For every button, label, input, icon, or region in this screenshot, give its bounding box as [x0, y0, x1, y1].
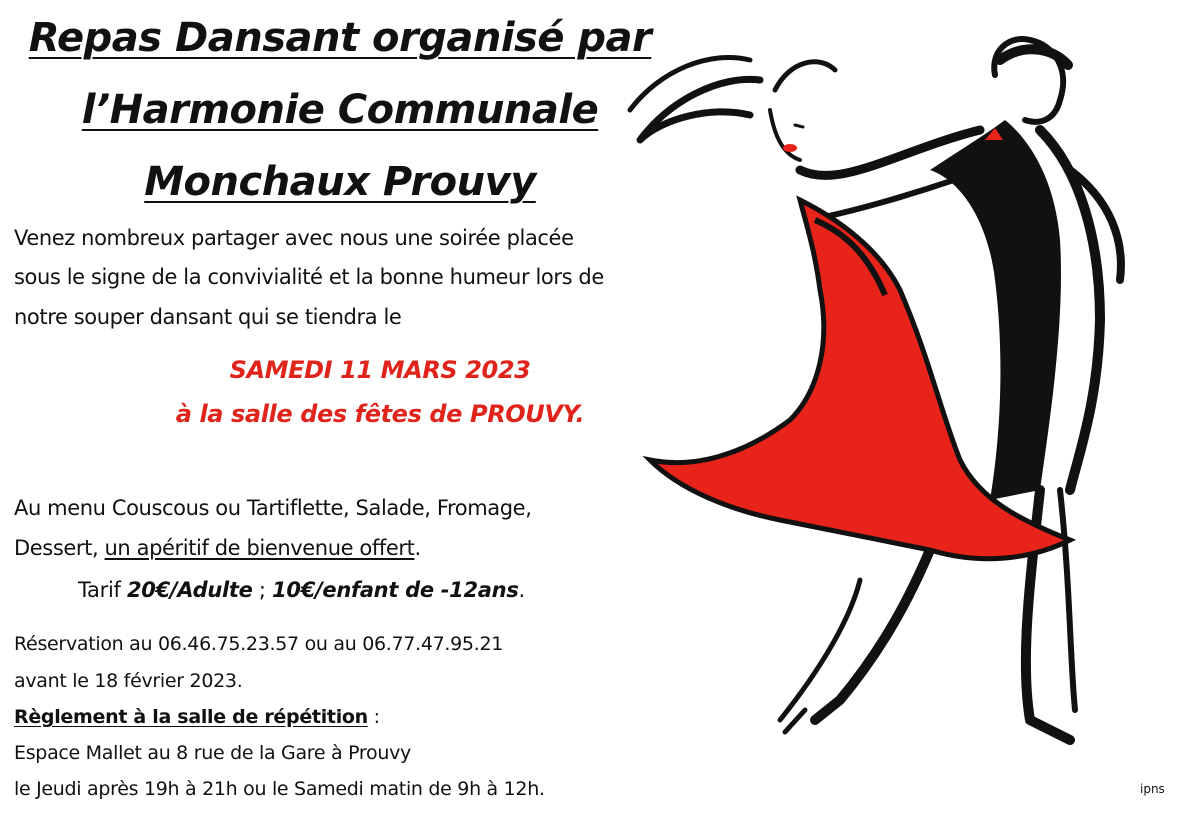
- tarif-separator: ;: [252, 578, 273, 602]
- tarif-label: Tarif: [78, 578, 127, 602]
- title-line-1: Repas Dansant organisé par: [28, 15, 652, 61]
- reglement-label: Règlement à la salle de répétition: [14, 706, 368, 728]
- ipns-mark: ipns: [1140, 782, 1165, 796]
- menu-aperitif: un apéritif de bienvenue offert: [104, 536, 415, 560]
- menu-end: .: [414, 536, 421, 560]
- tarif-line: [78, 578, 525, 602]
- tarif-end: .: [518, 578, 525, 602]
- menu-dessert: Dessert,: [14, 536, 105, 560]
- reservation-phones: Réservation au 06.46.75.23.57 ou au 06.77.47.95.21: [14, 633, 504, 655]
- dancing-couple-icon: [600, 20, 1190, 780]
- intro-line-3: notre souper dansant qui se tiendra le: [14, 305, 402, 329]
- tarif-adult: 20€/Adulte: [126, 578, 253, 602]
- menu-line-1: Au menu Couscous ou Tartiflette, Salade, Fromage,: [14, 496, 532, 520]
- event-place: à la salle des fêtes de PROUVY.: [175, 400, 585, 428]
- reglement-colon: :: [367, 706, 380, 728]
- tarif-child: 10€/enfant de -12ans: [272, 578, 519, 602]
- intro-line-1: Venez nombreux partager avec nous une soirée placée: [14, 226, 574, 250]
- event-date: SAMEDI 11 MARS 2023: [229, 356, 531, 384]
- reglement-hours: le Jeudi après 19h à 21h ou le Samedi matin de 9h à 12h.: [14, 778, 545, 800]
- title-line-2: l’Harmonie Communale: [81, 87, 599, 133]
- title-line-3: Monchaux Prouvy: [144, 159, 536, 205]
- reservation-deadline: avant le 18 février 2023.: [14, 670, 243, 692]
- intro-line-2: sous le signe de la convivialité et la bonne humeur lors de: [14, 265, 604, 289]
- menu-line-2: [14, 528, 421, 568]
- reglement-heading: [14, 706, 380, 728]
- reglement-address: Espace Mallet au 8 rue de la Gare à Prouvy: [14, 742, 411, 764]
